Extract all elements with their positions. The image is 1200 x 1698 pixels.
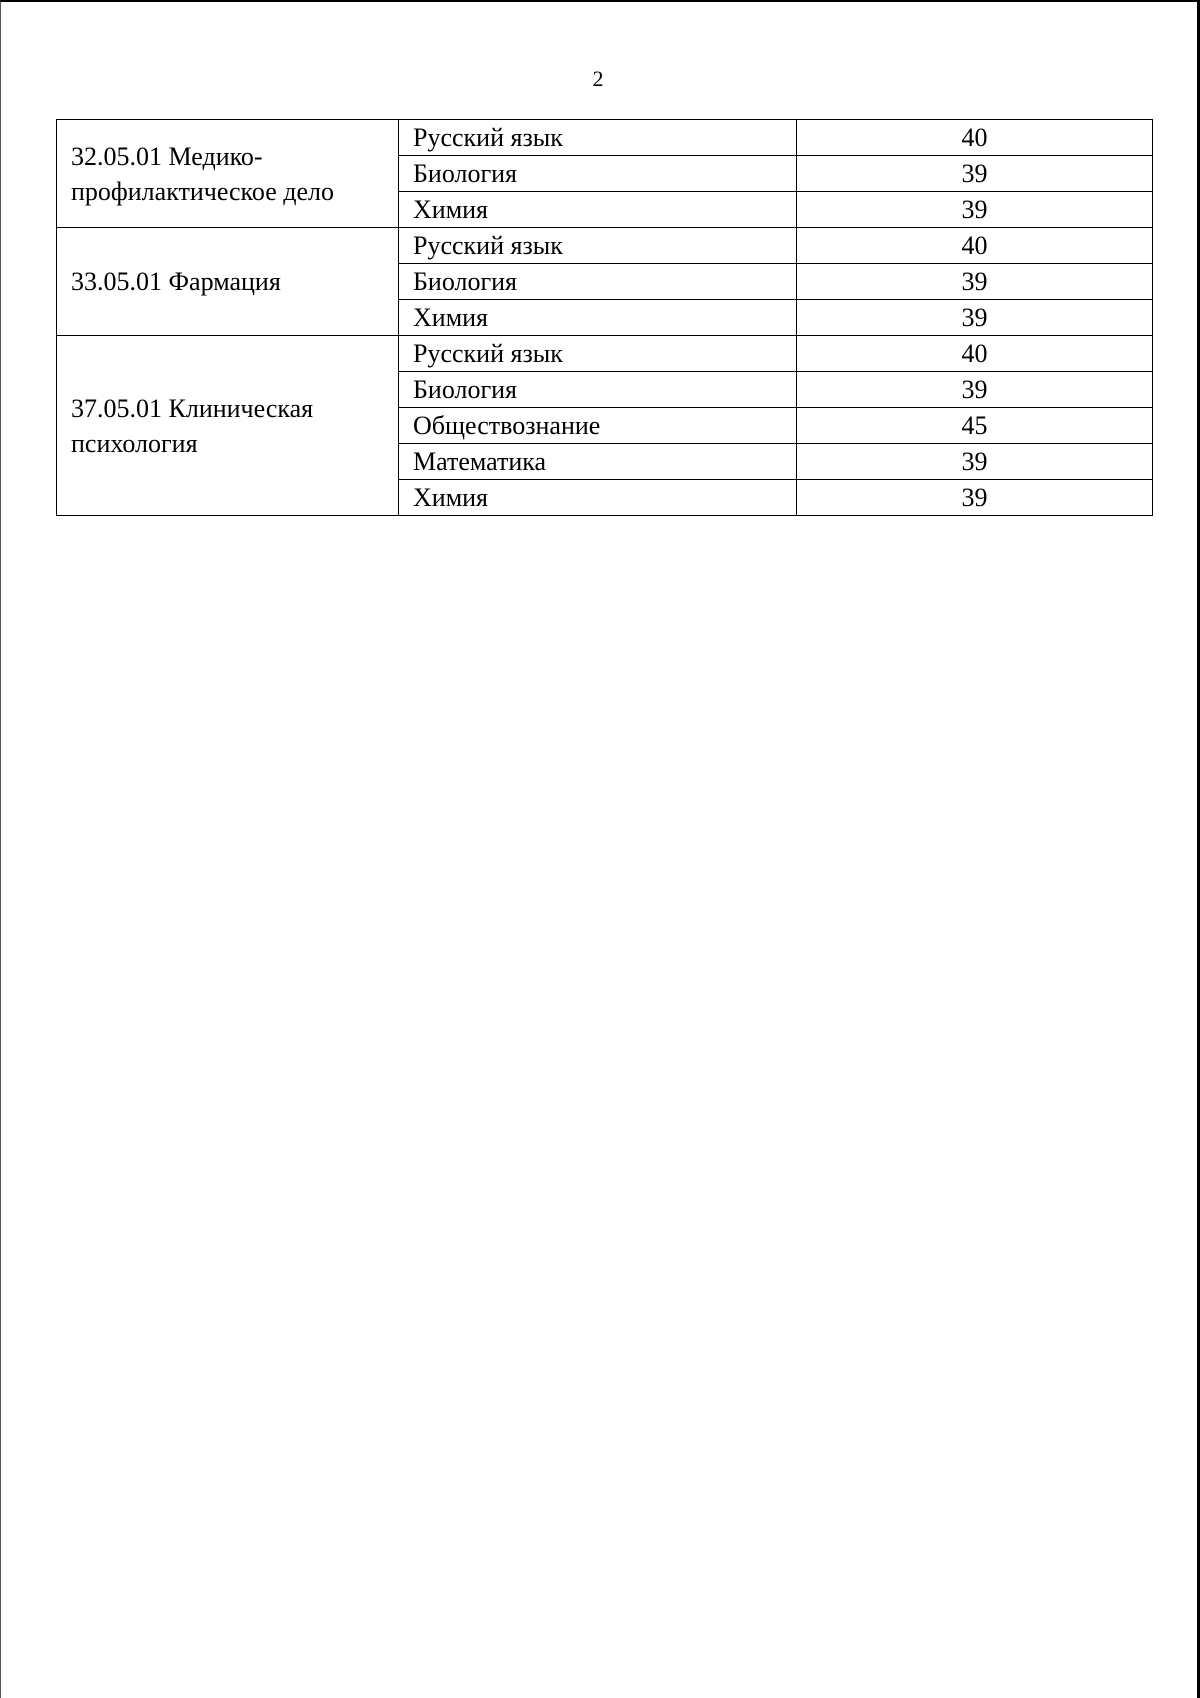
score-cell: 39 <box>797 192 1153 228</box>
score-cell: 39 <box>797 264 1153 300</box>
page-number: 2 <box>592 66 604 91</box>
score-cell: 39 <box>797 444 1153 480</box>
subject-cell: Русский язык <box>399 120 797 156</box>
score-cell: 39 <box>797 480 1153 516</box>
subject-cell: Обществознание <box>399 408 797 444</box>
subject-cell: Химия <box>399 192 797 228</box>
direction-cell: 33.05.01 Фармация <box>57 228 399 336</box>
subject-cell: Биология <box>399 156 797 192</box>
subject-cell: Математика <box>399 444 797 480</box>
score-cell: 39 <box>797 300 1153 336</box>
subject-cell: Биология <box>399 372 797 408</box>
direction-cell: 37.05.01 Клиническая психология <box>57 336 399 516</box>
score-cell: 39 <box>797 156 1153 192</box>
subject-cell: Русский язык <box>399 336 797 372</box>
score-cell: 40 <box>797 120 1153 156</box>
subject-cell: Химия <box>399 300 797 336</box>
table-row <box>57 120 1153 156</box>
score-cell: 45 <box>797 408 1153 444</box>
subject-cell: Биология <box>399 264 797 300</box>
score-cell: 40 <box>797 336 1153 372</box>
score-cell: 39 <box>797 372 1153 408</box>
subject-cell: Русский язык <box>399 228 797 264</box>
table-row <box>57 336 1153 372</box>
minimum-scores-table <box>56 119 1153 516</box>
direction-cell: 32.05.01 Медико-профилактическое дело <box>57 120 399 228</box>
subject-cell: Химия <box>399 480 797 516</box>
score-cell: 40 <box>797 228 1153 264</box>
table-row <box>57 228 1153 264</box>
